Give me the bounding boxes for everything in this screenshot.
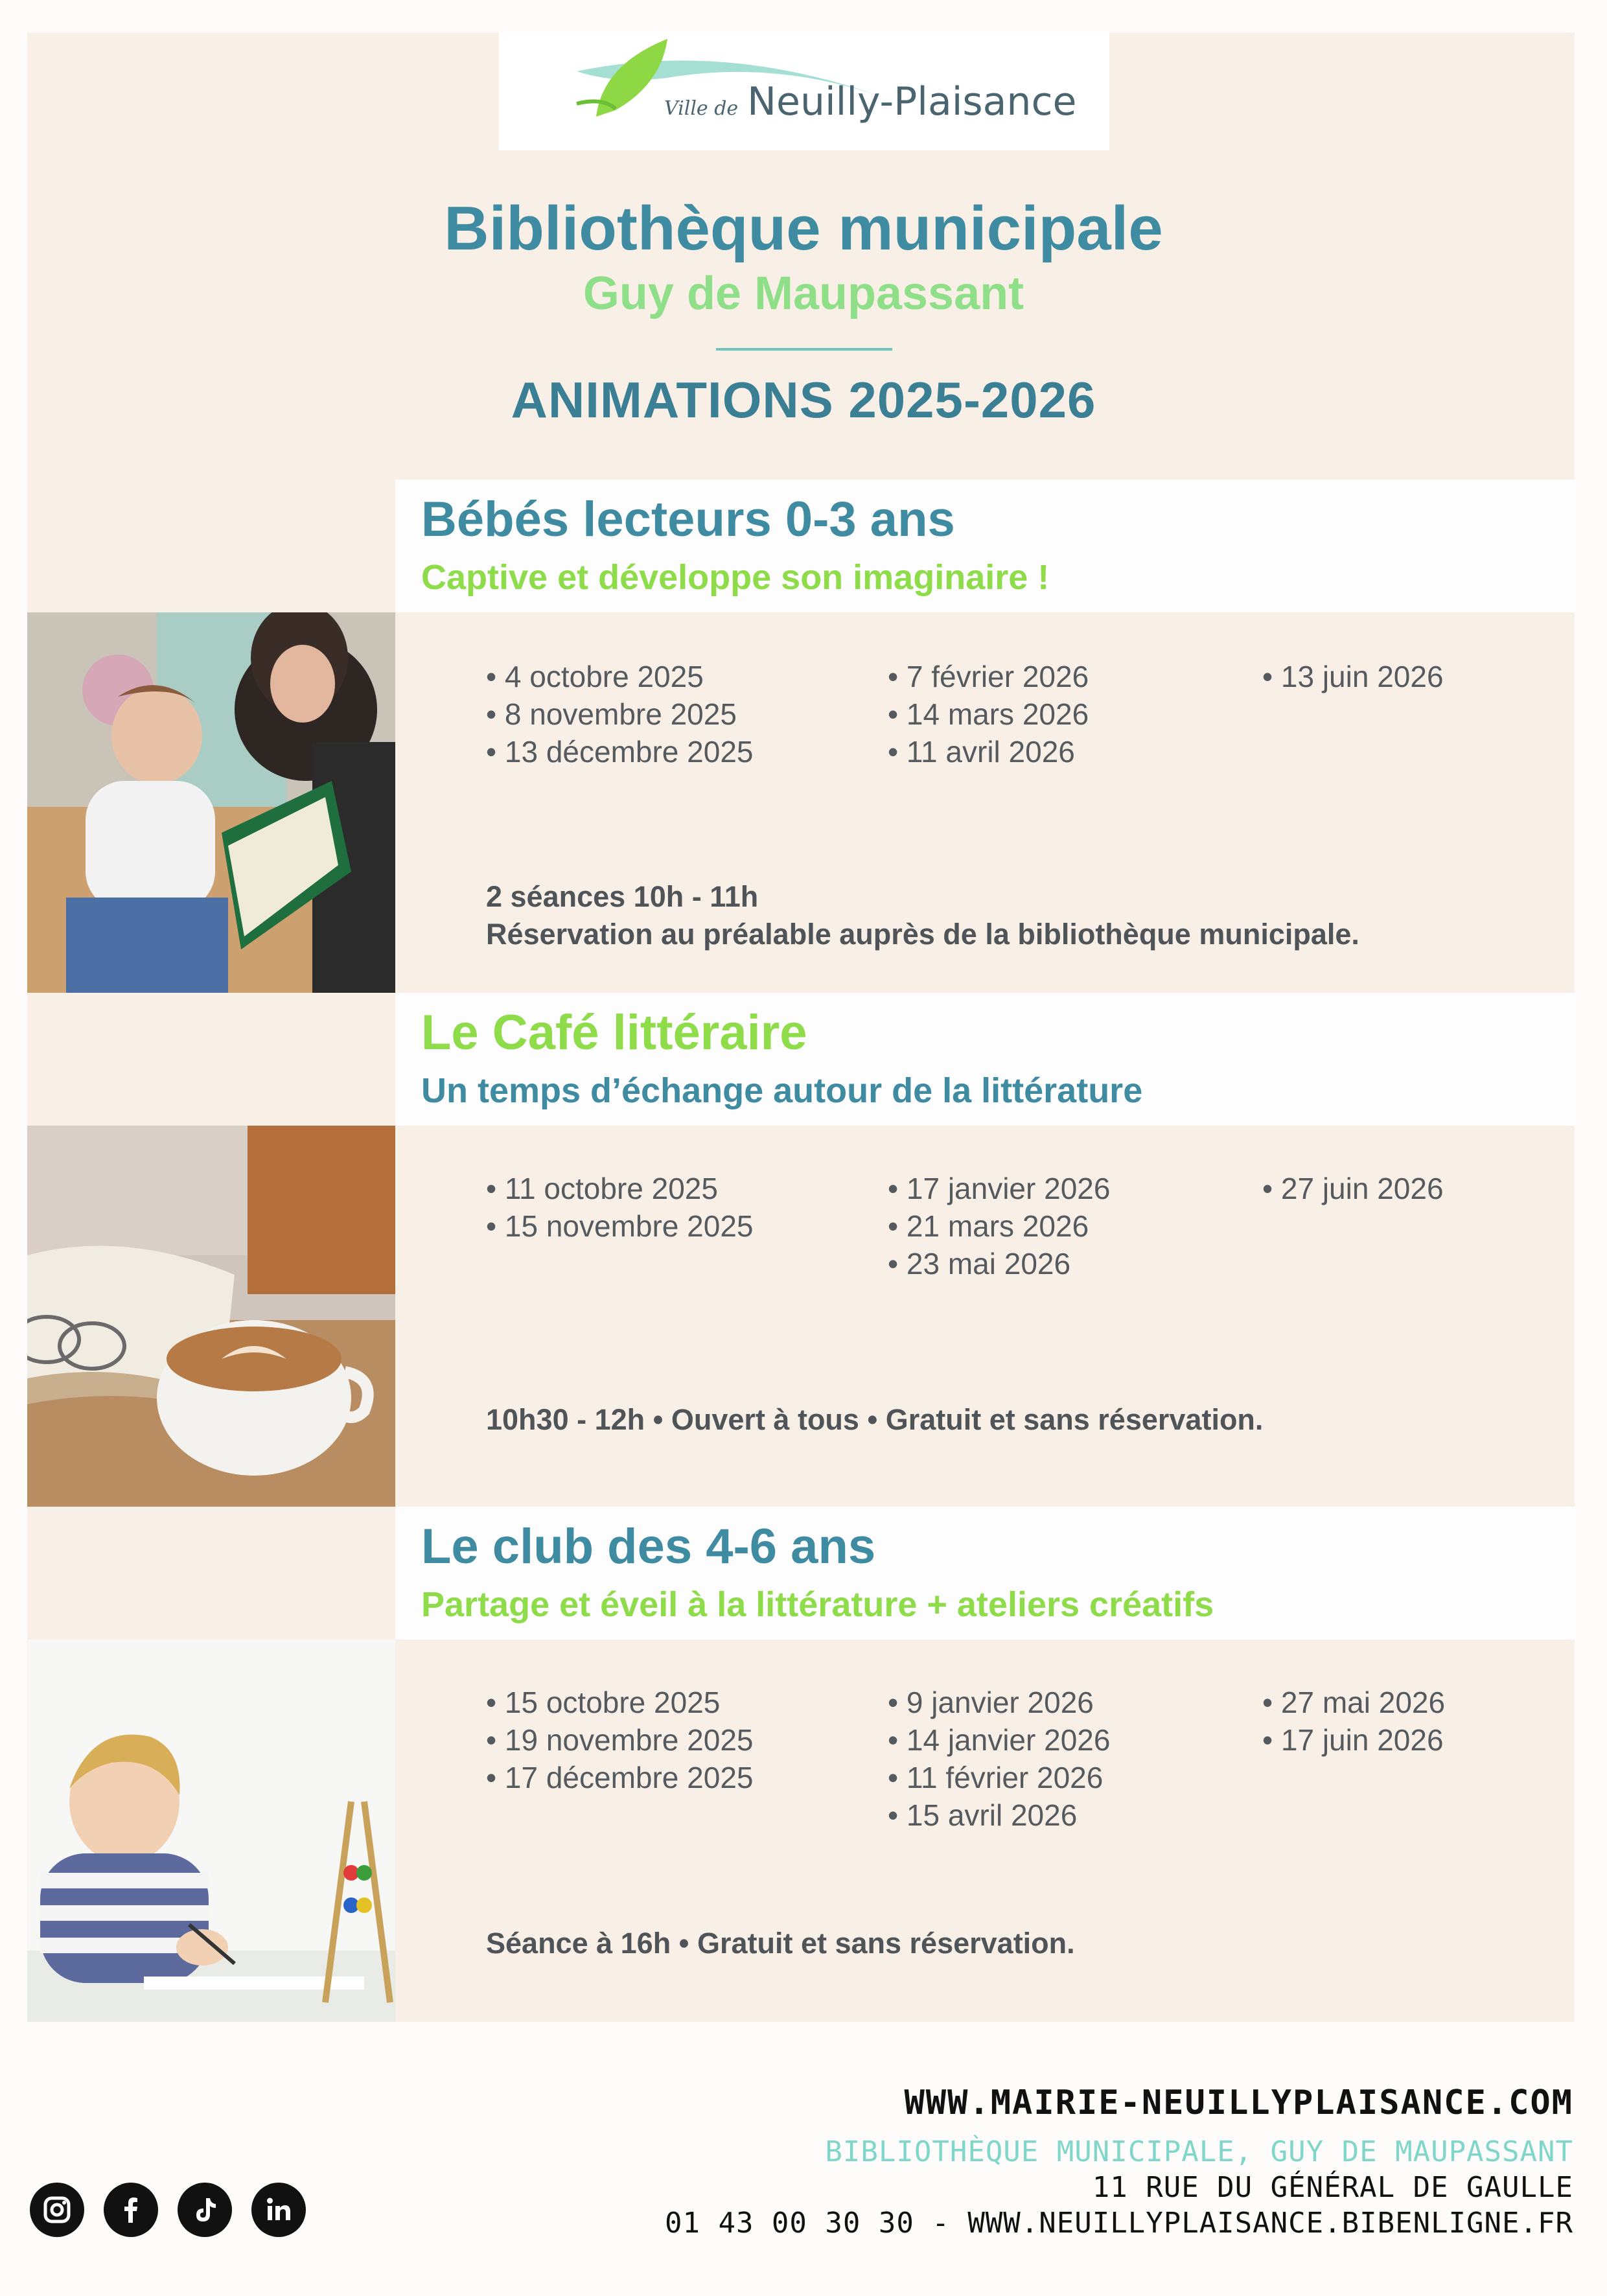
footer-library-name: BIBLIOTHÈQUE MUNICIPALE, GUY DE MAUPASSANT: [825, 2135, 1573, 2168]
photo-coffee-book: [27, 1126, 395, 1507]
photo-mother-baby-reading: [27, 612, 395, 993]
date-item: • 13 juin 2026: [1262, 660, 1444, 693]
city-logo[interactable]: [499, 32, 1109, 150]
mother-baby-reading-image: [27, 612, 395, 993]
dates-column-3: [1262, 658, 1444, 695]
dates-column-1: [486, 1170, 754, 1245]
date-item: • 15 avril 2026: [888, 1798, 1078, 1832]
date-item: • 27 mai 2026: [1262, 1686, 1446, 1719]
footer-website-link[interactable]: WWW.MAIRIE-NEUILLYPLAISANCE.COM: [904, 2083, 1573, 2122]
date-item: • 15 octobre 2025: [486, 1686, 721, 1719]
logo-prefix: Ville de: [664, 97, 739, 120]
date-item: • 17 juin 2026: [1262, 1723, 1444, 1757]
date-item: • 9 janvier 2026: [888, 1686, 1094, 1719]
section-left-band: [27, 1507, 395, 1640]
date-item: • 27 juin 2026: [1262, 1172, 1444, 1205]
footer-contact[interactable]: 01 43 00 30 30 - WWW.NEUILLYPLAISANCE.BIBENLIGNE.FR: [664, 2207, 1573, 2240]
session-times: 2 séances 10h - 11h: [486, 880, 759, 913]
session-info: [486, 878, 1359, 953]
section-header-club: [395, 1507, 1575, 1640]
dates-column-3: [1262, 1170, 1444, 1207]
section-left-band: [27, 480, 395, 612]
instagram-icon[interactable]: [30, 2183, 84, 2237]
facebook-icon[interactable]: [104, 2183, 158, 2237]
date-item: • 17 janvier 2026: [888, 1172, 1111, 1205]
child-drawing-image: [27, 1640, 395, 2022]
linkedin-icon[interactable]: [251, 2183, 306, 2237]
footer-address: 11 RUE DU GÉNÉRAL DE GAULLE: [1092, 2171, 1573, 2204]
date-item: • 15 novembre 2025: [486, 1209, 754, 1243]
animations-heading: ANIMATIONS 2025-2026: [511, 371, 1096, 428]
session-info: [486, 1401, 1263, 1439]
section-title: Le club des 4-6 ans: [421, 1519, 876, 1574]
section-subtitle: Un temps d’échange autour de la littérature: [421, 1071, 1143, 1110]
dates-column-2: [888, 658, 1089, 771]
section-body-cafe: [395, 1126, 1575, 1507]
date-item: • 17 décembre 2025: [486, 1761, 754, 1794]
section-title: Le Café littéraire: [421, 1005, 807, 1060]
section-subtitle: Partage et éveil à la littérature + ateliers créatifs: [421, 1585, 1214, 1624]
coffee-book-image: [27, 1126, 395, 1507]
dates-column-1: [486, 1684, 754, 1796]
date-item: • 11 octobre 2025: [486, 1172, 718, 1205]
page-title: Bibliothèque municipale: [444, 194, 1163, 263]
logo-name: Neuilly-Plaisance: [747, 79, 1077, 124]
section-header-bebes: [395, 480, 1575, 612]
date-item: • 14 janvier 2026: [888, 1723, 1111, 1757]
reservation-note: Réservation au préalable auprès de la bibliothèque municipale.: [486, 918, 1359, 951]
date-item: • 11 février 2026: [888, 1761, 1104, 1794]
date-item: • 13 décembre 2025: [486, 735, 754, 769]
tiktok-icon[interactable]: [178, 2183, 232, 2237]
logo-wordmark: [664, 79, 1076, 124]
section-header-cafe: [395, 993, 1575, 1126]
section-body-club: [395, 1640, 1575, 2022]
date-item: • 21 mars 2026: [888, 1209, 1089, 1243]
section-subtitle: Captive et développe son imaginaire !: [421, 558, 1050, 597]
title-divider: [716, 348, 892, 351]
section-title: Bébés lecteurs 0-3 ans: [421, 492, 955, 547]
date-item: • 7 février 2026: [888, 660, 1089, 693]
date-item: • 8 novembre 2025: [486, 697, 737, 731]
dates-column-2: [888, 1170, 1110, 1282]
date-item: • 4 octobre 2025: [486, 660, 704, 693]
date-item: • 19 novembre 2025: [486, 1723, 754, 1757]
session-info: [486, 1925, 1075, 1962]
page-subtitle: Guy de Maupassant: [583, 268, 1024, 319]
date-item: • 11 avril 2026: [888, 735, 1075, 769]
session-times: 10h30 - 12h • Ouvert à tous • Gratuit et sans réservation.: [486, 1403, 1264, 1436]
section-body-bebes: [395, 612, 1575, 993]
photo-child-drawing: [27, 1640, 395, 2022]
session-times: Séance à 16h • Gratuit et sans réservation.: [486, 1927, 1075, 1960]
section-left-band: [27, 993, 395, 1126]
dates-column-1: [486, 658, 754, 771]
dates-column-3: [1262, 1684, 1445, 1759]
date-item: • 23 mai 2026: [888, 1247, 1071, 1281]
dates-column-2: [888, 1684, 1110, 1834]
date-item: • 14 mars 2026: [888, 697, 1089, 731]
